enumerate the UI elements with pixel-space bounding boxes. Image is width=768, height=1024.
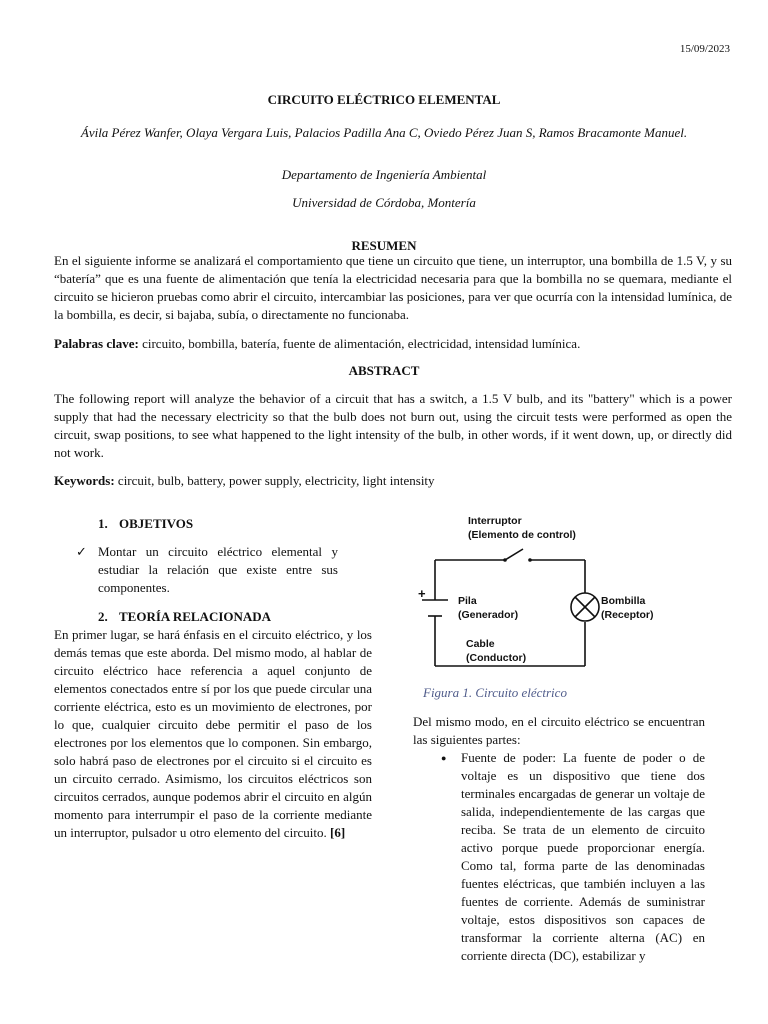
- list-item: [441, 749, 705, 965]
- switch-contact: [528, 558, 532, 562]
- university: Universidad de Córdoba, Montería: [292, 195, 476, 210]
- keywords-label: Keywords:: [54, 473, 115, 488]
- resumen-text: En el siguiente informe se analizará el comportamiento que tiene un circuito que tiene, un interruptor, una bombilla de 1.5 V, y su “batería” que es una fuente de alimentación que tenía la electricidad necesaria para que la bombilla no se quemara, mediante el circuito se hicieron pruebas como abrir el circuito, intercambiar las posiciones, para ver que ocurría con la intensidad lumínica, de la bombilla, es decir, si bajaba, subía, o directamente no funcionaba.: [54, 253, 732, 322]
- figure-caption: Figura 1. Circuito eléctrico: [423, 685, 567, 700]
- abstract-text: The following report will analyze the behavior of a circuit that has a switch, a 1.5 V bulb, and its "battery" which is a power supply that had the necessary electricity so that the bulb does not burn out, using the circuit tests were performed as open the circuit, swap positions, to see what happened to the light intensity of the bulb, in other words, if it went down, up, or directly did not work.: [54, 391, 732, 460]
- parts-list: [441, 749, 705, 965]
- section-number: 1.: [98, 516, 108, 531]
- section-number: 2.: [98, 609, 108, 624]
- paper-authors: Ávila Pérez Wanfer, Olaya Vergara Luis, Palacios Padilla Ana C, Oviedo Pérez Juan S, Ramos Bracamonte Manuel.: [80, 125, 688, 140]
- battery-icon: [422, 600, 448, 616]
- department: Departamento de Ingeniería Ambiental: [281, 167, 487, 182]
- bulb-sublabel: (Receptor): [601, 609, 654, 621]
- checkmark-icon: ✓: [76, 544, 87, 559]
- abstract-keywords: [54, 472, 732, 490]
- circuit-wires: [435, 549, 585, 666]
- switch-contact: [503, 558, 507, 562]
- document-date: 15/09/2023: [679, 43, 730, 55]
- bulb-icon: [571, 593, 599, 621]
- section-1-heading: [98, 516, 193, 532]
- battery-sublabel: (Generador): [458, 609, 519, 621]
- list-item-text: Fuente de poder: La fuente de poder o de voltaje es un dispositivo que tiene dos terminales encargadas de generar un voltaje de salida, independientemente de las cargas que reciba. Se trata de un elemento de circuito activo porque puede proporcionar energía. Como tal, forma parte de las denominadas fuentes eléctricas, que también incluyen a las fuentes de corriente. Además de suministrar voltaje, estos dispositivos son capaces de transformar la corriente alterna (AC) en corriente directa (DC), estabilizar y: [461, 750, 705, 963]
- switch-label: Interruptor: [468, 515, 522, 527]
- resumen-heading: RESUMEN: [351, 238, 417, 253]
- battery-label: Pila: [458, 595, 477, 607]
- section-title: TEORÍA RELACIONADA: [119, 609, 272, 624]
- resumen-keywords: [54, 335, 732, 353]
- paper-title: CIRCUITO ELÉCTRICO ELEMENTAL: [267, 92, 501, 107]
- objective-text: Montar un circuito eléctrico elemental y estudiar la relación que existe entre sus componentes.: [98, 544, 338, 595]
- abstract-heading: ABSTRACT: [348, 363, 420, 378]
- bullet-icon: ●: [441, 753, 447, 763]
- circuit-diagram: [408, 508, 678, 678]
- bulb-label: Bombilla: [601, 595, 646, 607]
- cable-sublabel: (Conductor): [466, 652, 527, 664]
- section-2-heading: [98, 609, 271, 625]
- switch-sublabel: (Elemento de control): [468, 529, 576, 541]
- plus-sign: +: [418, 586, 426, 601]
- keywords-label: Palabras clave:: [54, 336, 139, 351]
- section-title: OBJETIVOS: [119, 516, 194, 531]
- citation: [6]: [330, 825, 346, 840]
- keywords-text: circuito, bombilla, batería, fuente de alimentación, electricidad, intensidad lumínica.: [142, 336, 581, 351]
- parts-intro: Del mismo modo, en el circuito eléctrico se encuentran las siguientes partes:: [413, 714, 705, 747]
- theory-paragraph: En primer lugar, se hará énfasis en el circuito eléctrico, y los demás temas que este aborda. Del mismo modo, al hablar de circuito eléctrico hace referencia a aquel conjunto de elementos conectados entre sí por los que puede circular una corriente eléctrica, esto es un movimiento de electrones, por lo que, cualquier circuito debe permitir el paso de los electrones por los elementos que lo componen. Sin embargo, solo habrá paso de electrones por el circuito si el circuito es un circuito cerrado. Asimismo, los circuitos eléctricos son circuitos cerrados, aunque podemos abrir el circuito en algún momento para interrumpir el paso de la corriente mediante un interruptor, pulsador u otro elemento del circuito.: [54, 627, 372, 840]
- section-2-text: [54, 626, 372, 842]
- keywords-text: circuit, bulb, battery, power supply, electricity, light intensity: [117, 473, 435, 488]
- cable-label: Cable: [466, 638, 495, 650]
- objective-item: [76, 543, 338, 597]
